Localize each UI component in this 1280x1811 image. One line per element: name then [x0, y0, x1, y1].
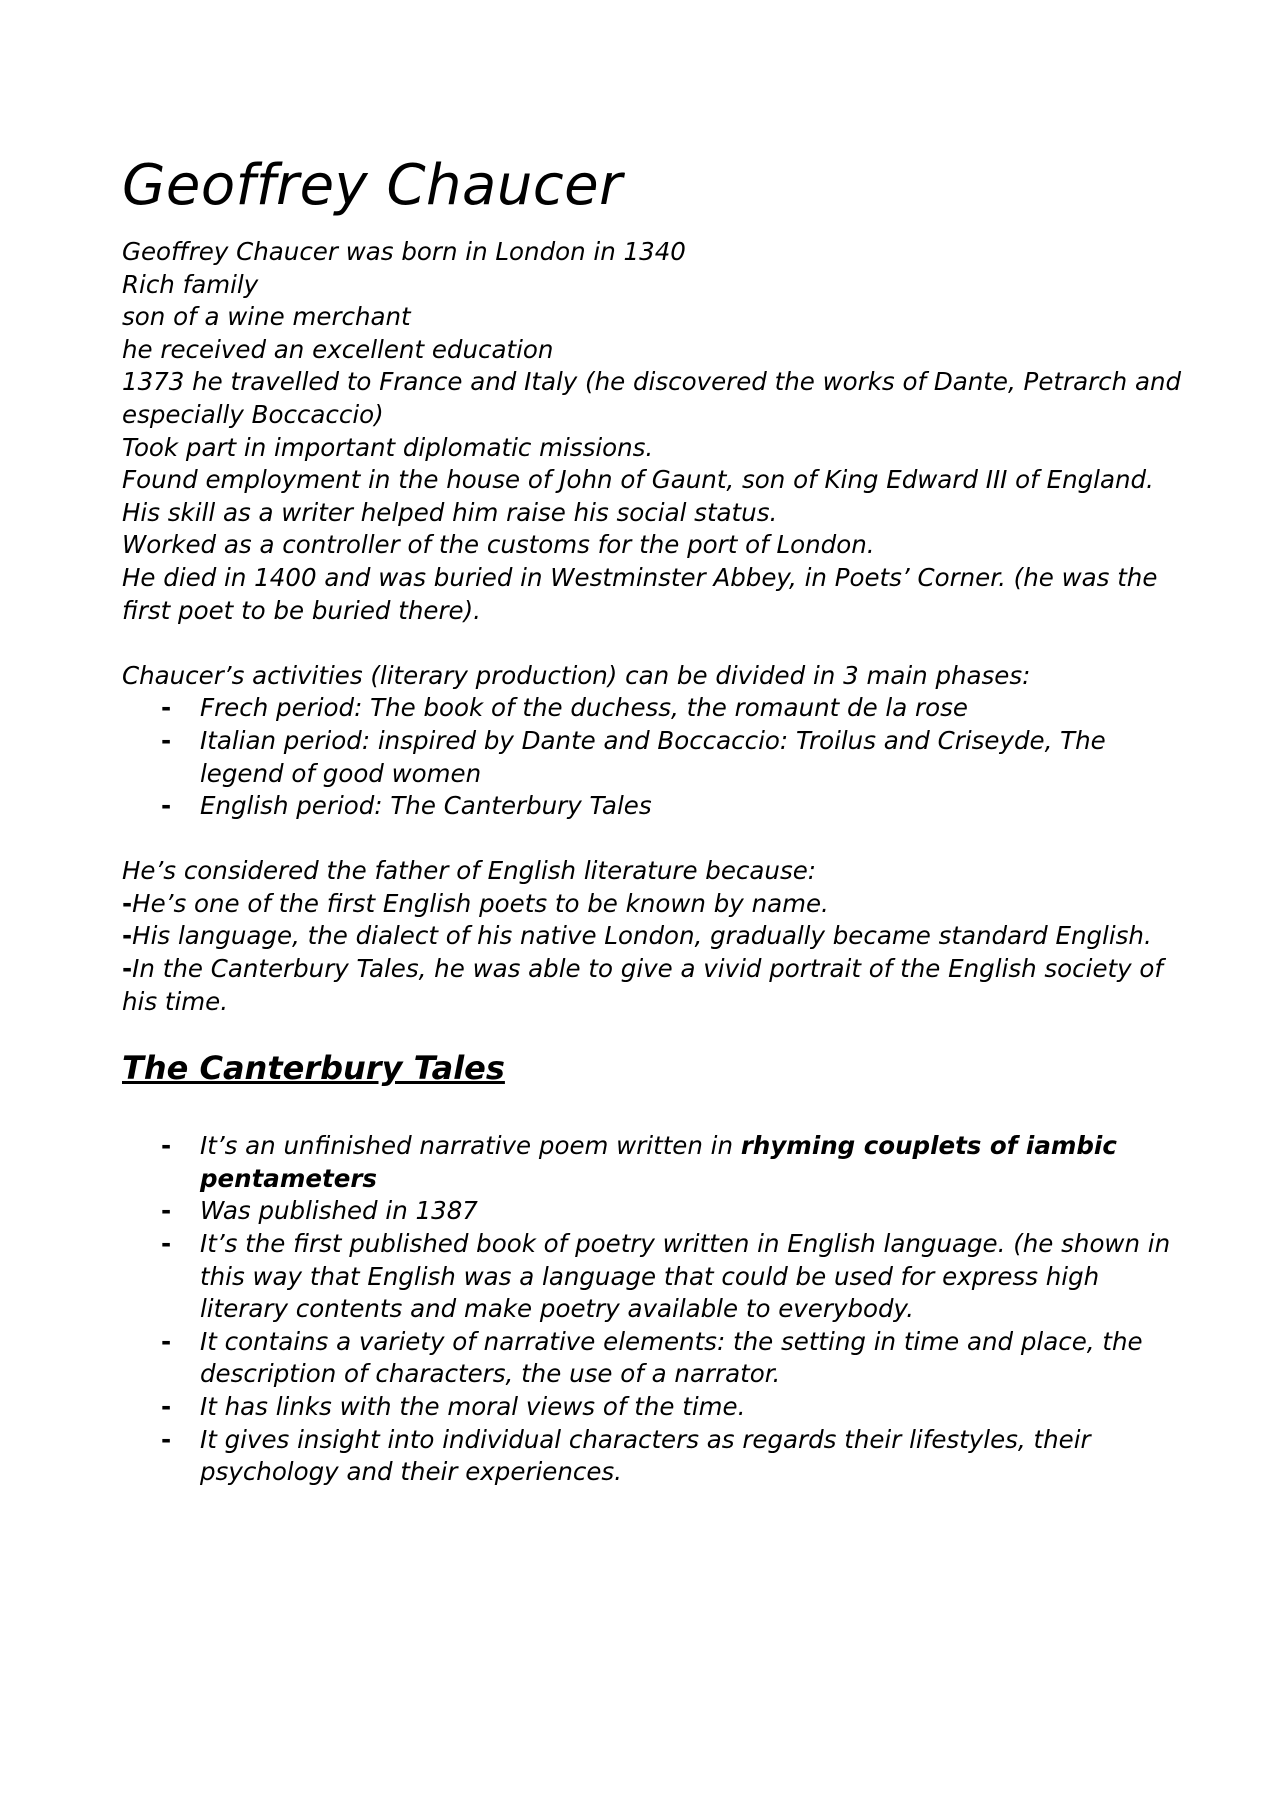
list-item: - It has links with the moral views of the time.	[122, 1391, 1182, 1424]
father-intro: He’s considered the father of English literature because:	[122, 856, 817, 886]
bio-line: son of a wine merchant	[122, 302, 411, 332]
father-reason	[122, 888, 1182, 921]
father-reason-text: He’s one of the first English poets to be known by name.	[132, 888, 829, 918]
phases-list	[122, 692, 1182, 822]
list-item	[122, 1130, 1182, 1195]
bio-line: Worked as a controller of the customs for the port of London.	[122, 530, 875, 560]
list-item: - It’s the first published book of poetry written in English language. (he shown in this way that English was a language that could be used for express high literary contents and make poetry available to everybody.	[122, 1228, 1182, 1326]
list-item: - English period: The Canterbury Tales	[122, 790, 1182, 823]
bio-line: He died in 1400 and was buried in Westminster Abbey, in Poets’ Corner. (he was the first poet to be buried there).	[122, 562, 1158, 625]
list-item: - It contains a variety of narrative elements: the setting in time and place, the description of characters, the use of a narrator.	[122, 1326, 1182, 1391]
list-item: - It gives insight into individual characters as regards their lifestyles, their psychology and their experiences.	[122, 1424, 1182, 1489]
canterbury-section	[122, 1130, 1182, 1489]
father-section	[122, 855, 1182, 1018]
bio-line: Geoffrey Chaucer was born in London in 1340	[122, 237, 686, 266]
bio-line: His skill as a writer helped him raise his social status.	[122, 497, 778, 527]
dash-marker: -	[122, 954, 133, 984]
bio-line: Took part in important diplomatic missions.	[122, 432, 654, 462]
father-reason-text: His language, the dialect of his native London, gradually became standard English.	[132, 921, 1152, 951]
phases-section	[122, 660, 1182, 823]
father-reason	[122, 953, 1182, 1018]
father-reason-text: In the Canterbury Tales, he was able to give a vivid portrait of the English society of his time.	[122, 954, 1164, 1016]
dash-marker: -	[122, 921, 133, 951]
father-reason	[122, 920, 1182, 953]
list-item: - Italian period: inspired by Dante and Boccaccio: Troilus and Criseyde, The legend of good women	[122, 725, 1182, 790]
document-page	[122, 150, 1182, 1489]
biography-section	[122, 236, 1182, 627]
bio-line: Rich family	[122, 269, 259, 299]
list-item: - Was published in 1387	[122, 1195, 1182, 1228]
phases-intro: Chaucer’s activities (literary production) can be divided in 3 main phases:	[122, 660, 1031, 690]
list-item-bold-text: rhyming couplets of iambic pentameters	[200, 1131, 1117, 1193]
bio-line: he received an excellent education	[122, 334, 554, 364]
list-item-text: It’s an unfinished narrative poem written in	[200, 1131, 741, 1161]
dash-marker: -	[122, 888, 133, 918]
spacer	[122, 627, 1182, 660]
page-title: Geoffrey Chaucer	[122, 153, 623, 218]
spacer	[122, 823, 1182, 856]
canterbury-list	[122, 1130, 1182, 1489]
bio-line: Found employment in the house of John of Gaunt, son of King Edward III of England.	[122, 465, 1154, 495]
canterbury-heading: The Canterbury Tales	[122, 1049, 505, 1088]
list-item: - Frech period: The book of the duchess, the romaunt de la rose	[122, 692, 1182, 725]
bio-line: 1373 he travelled to France and Italy (he discovered the works of Dante, Petrarch and especially Boccaccio)	[122, 367, 1182, 429]
